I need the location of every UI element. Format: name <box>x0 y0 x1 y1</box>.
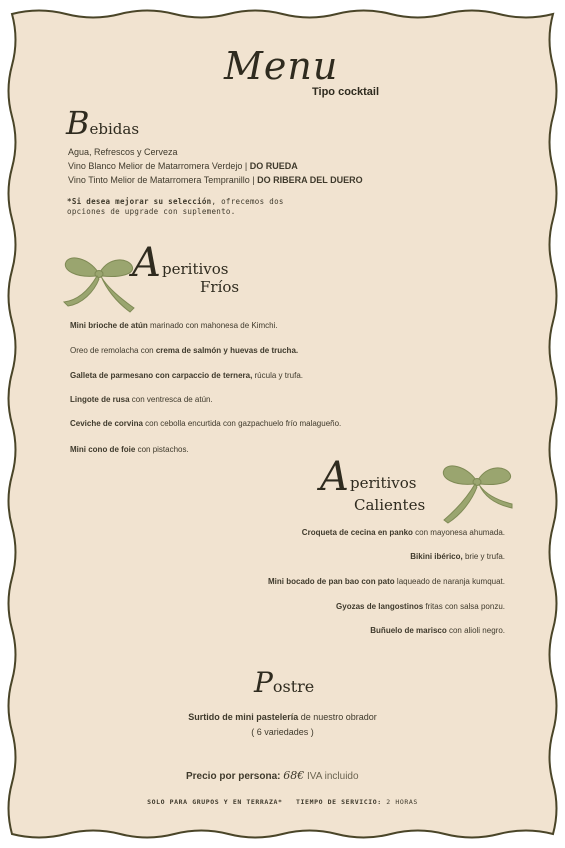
postre-line: Surtido de mini pastelería de nuestro obrador <box>188 712 377 722</box>
calientes-item: Gyozas de langostinos fritas con salsa ponzu. <box>336 602 505 611</box>
calientes-item: Buñuelo de marisco con alioli negro. <box>370 626 505 635</box>
menu-subtitle: Tipo cocktail <box>312 86 380 98</box>
postre-initial: P <box>254 666 273 699</box>
bebidas-line: Agua, Refrescos y Cerveza <box>68 147 178 157</box>
price-line <box>186 769 359 782</box>
calientes-title-line2: Calientes <box>354 496 426 514</box>
price-amount: 68€ <box>283 769 305 782</box>
menu-title: Menu <box>224 44 339 88</box>
ribbon-bow-icon <box>60 252 138 316</box>
frios-item: Ceviche de corvina con cebolla encurtida con gazpachuelo frío malagueño. <box>70 419 342 428</box>
calientes-initial: A <box>320 454 349 500</box>
frios-title-line2: Fríos <box>200 278 240 296</box>
frios-title-line1: peritivos <box>162 260 229 278</box>
bebidas-heading <box>66 104 139 142</box>
bebidas-line: Vino Blanco Melior de Matarromera Verdejo | DO RUEDA <box>68 161 298 171</box>
calientes-item: Mini bocado de pan bao con pato laqueado de naranja kumquat. <box>268 577 505 586</box>
frios-item: Oreo de remolacha con crema de salmón y huevas de trucha. <box>70 346 299 355</box>
calientes-title-line1: peritivos <box>350 474 417 492</box>
frios-initial: A <box>132 240 161 286</box>
frios-item: Mini cono de foie con pistachos. <box>70 445 189 454</box>
frios-heading <box>132 240 161 286</box>
calientes-item: Croqueta de cecina en panko con mayonesa ahumada. <box>301 528 505 537</box>
bebidas-rest: ebidas <box>89 120 140 138</box>
postre-heading <box>254 666 314 699</box>
footer-note: SOLO PARA GRUPOS Y EN TERRAZA* TIEMPO DE SERVICIO: 2 HORAS <box>147 798 418 806</box>
frios-item: Lingote de rusa con ventresca de atún. <box>70 395 213 404</box>
price-tax: IVA incluido <box>304 771 359 782</box>
ribbon-bow-icon <box>438 460 516 524</box>
frios-item: Galleta de parmesano con carpaccio de ternera, rúcula y trufa. <box>70 371 303 380</box>
calientes-item: Bikini ibérico, brie y trufa. <box>410 552 505 561</box>
calientes-heading <box>320 454 349 500</box>
frios-item: Mini brioche de atún marinado con mahonesa de Kimchi. <box>70 321 278 330</box>
bebidas-initial: B <box>66 104 90 142</box>
postre-rest: ostre <box>272 677 315 696</box>
bebidas-list <box>68 145 363 187</box>
bebidas-line: Vino Tinto Melior de Matarromera Tempranillo | DO RIBERA DEL DUERO <box>68 175 363 185</box>
price-label: Precio por persona: <box>186 771 284 782</box>
postre-varieties: ( 6 variedades ) <box>251 727 314 737</box>
bebidas-note: *Si desea mejorar su selección, ofrecemos dos opciones de upgrade con suplemento. <box>67 197 284 216</box>
